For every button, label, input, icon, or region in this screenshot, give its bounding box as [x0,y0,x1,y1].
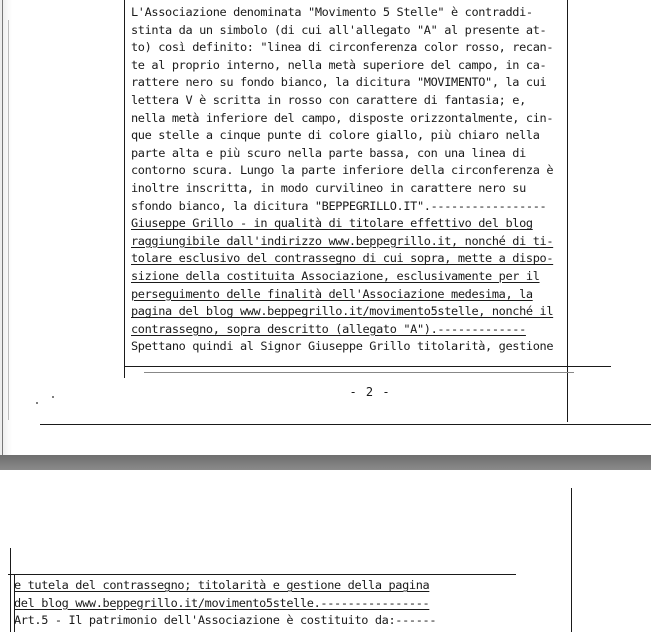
text-line: parte alta e più scuro nella parte bassa, con una linea di [131,145,526,160]
text-line: te al proprio interno, nella metà superiore del campo, in ca- [131,57,547,72]
text-line-underlined: perseguimento delle finalità dell'Associazione medesima, la [131,286,533,301]
text-line: sfondo bianco, la dicitura "BEPPEGRILLO.IT".----------------- [131,198,547,213]
text-line: inoltre inscritta, in modo curvilineo in carattere nero su [131,180,526,195]
text-line-underlined: pagina del blog www.beppegrillo.it/movimento5stelle, nonché il [131,304,554,319]
text-line: nella metà inferiore del campo, disposte orizzontalmente, cin- [131,110,554,125]
page-left-edge-lower [10,548,11,632]
scan-speck [36,402,38,404]
text-line-underlined: raggiungibile dall'indirizzo www.beppegrillo.it, nonché di ti- [131,233,554,248]
text-line: rattere nero su fondo bianco, la dicitura "MOVIMENTO", la cui [131,75,547,90]
page-left-edge [2,0,3,455]
text-end-rule-faint [144,372,574,373]
page-one-text [131,4,611,356]
text-line-underlined: Giuseppe Grillo - in qualità di titolare effettivo del blog [131,216,533,231]
text-end-rule [124,366,611,367]
text-line: stinta da un simbolo (di cui all'allegato "A" al presente at- [131,22,547,37]
page-two-text [14,577,524,630]
text-line-underlined: tolare esclusivo del contrassegno di cui sopra, mette a dispo- [131,251,554,266]
text-line-underlined: contrassegno, sopra descritto (allegato "A").------------- [131,321,526,336]
page-left-edge-faint [8,20,9,420]
scan-speck [52,396,54,398]
vertical-crop-mark-lower [571,488,572,632]
text-line: lettera V è scritta in rosso con carattere di fantasia; e, [131,92,526,107]
text-line-underlined: del blog www.beppegrillo.it/movimento5stelle.---------------- [14,595,430,610]
left-margin-rule [124,0,125,378]
text-line: que stelle a cinque punte di colore giallo, più chiaro nella [131,128,540,143]
page-two-top-rule [8,574,516,575]
text-line: contorno scura. Lungo la parte inferiore della circonferenza è [131,163,554,178]
text-line: Art.5 - Il patrimonio dell'Associazione è costituito da:------ [14,613,437,628]
horizontal-crop-mark [40,424,651,425]
text-line: Spettano quindi al Signor Giuseppe Grillo titolarità, gestione [131,339,554,354]
vertical-crop-mark [567,0,568,422]
text-line: L'Associazione denominata "Movimento 5 Stelle" è contraddi- [131,5,533,19]
page-separator [0,455,651,470]
text-line: to) così definito: "linea di circonferenza color rosso, recan- [131,40,554,55]
text-line-underlined: e tutela del contrassegno; titolarità e gestione della pagina [14,578,430,592]
page-number: - 2 - [349,385,391,399]
text-line-underlined: sizione della costituita Associazione, esclusivamente per il [131,268,540,283]
